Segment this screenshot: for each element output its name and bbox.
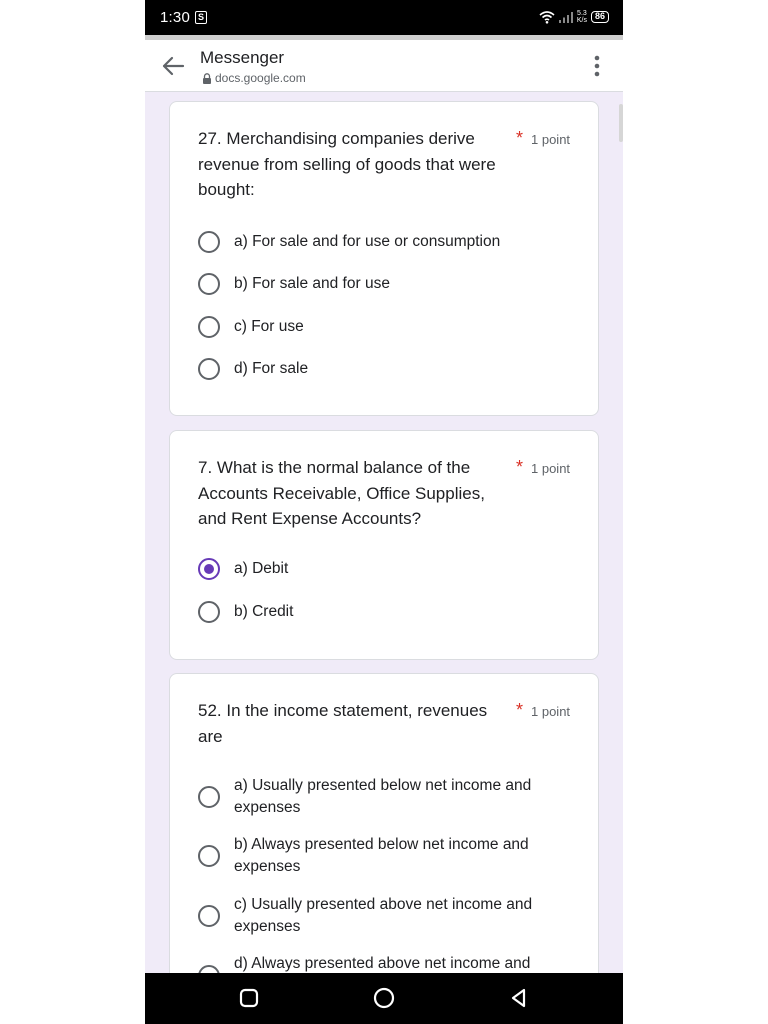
radio-option[interactable] (198, 273, 578, 295)
option-label: a) Debit (234, 560, 289, 578)
radio-option[interactable] (198, 558, 578, 580)
network-speed-value: 5.3 (577, 10, 587, 17)
option-label: b) For sale and for use (234, 275, 390, 293)
radio-button[interactable] (198, 905, 220, 927)
signal-icon (559, 11, 573, 23)
radio-button[interactable] (198, 845, 220, 867)
radio-option[interactable] (198, 358, 578, 380)
back-button-icon[interactable] (507, 986, 531, 1010)
question-points: 1 point (531, 461, 571, 476)
lock-icon (202, 73, 212, 84)
required-asterisk: * (516, 128, 524, 148)
form-content[interactable] (145, 92, 623, 973)
radio-button[interactable] (198, 601, 220, 623)
required-asterisk: * (516, 457, 524, 477)
radio-option[interactable] (198, 953, 578, 973)
option-label: b) Always presented below net income and expenses (234, 836, 529, 875)
radio-option[interactable] (198, 834, 578, 877)
recents-button-icon[interactable] (237, 986, 261, 1010)
navigation-bar (145, 973, 623, 1024)
required-asterisk: * (516, 700, 524, 720)
option-label: c) Usually presented above net income and expenses (234, 896, 533, 935)
radio-option[interactable] (198, 316, 578, 338)
question-points: 1 point (531, 132, 571, 147)
radio-button[interactable] (198, 786, 220, 808)
wifi-icon (539, 10, 555, 24)
radio-option[interactable] (198, 601, 578, 623)
url-display (202, 71, 306, 85)
radio-button[interactable] (198, 231, 220, 253)
radio-option[interactable] (198, 775, 578, 818)
question-text: 52. In the income statement, revenues are (198, 701, 488, 746)
option-label: d) Always presented above net income and (234, 955, 531, 972)
network-speed-unit: K/s (576, 17, 587, 24)
app-bar (145, 40, 623, 92)
status-indicators (539, 8, 609, 26)
app-title: Messenger (200, 48, 285, 67)
radio-button[interactable] (198, 316, 220, 338)
option-label: a) Usually presented below net income and expenses (234, 777, 532, 816)
radio-option[interactable] (198, 231, 578, 253)
radio-button[interactable] (198, 965, 220, 973)
question-card (169, 673, 599, 973)
question-points: 1 point (531, 704, 571, 719)
more-options-icon[interactable] (593, 54, 601, 78)
question-text: 27. Merchandising companies derive revenue from selling of goods that were bought: (198, 129, 496, 199)
question-text: 7. What is the normal balance of the Accounts Receivable, Office Supplies, and Rent Expense Accounts? (198, 458, 485, 528)
question-header (198, 126, 572, 203)
radio-button[interactable] (198, 273, 220, 295)
phone-screen (145, 0, 623, 1024)
option-label: c) For use (234, 318, 304, 336)
back-arrow-icon[interactable] (159, 52, 187, 80)
radio-button[interactable] (198, 358, 220, 380)
battery-icon: 86 (591, 11, 609, 23)
url-text: docs.google.com (215, 71, 306, 85)
question-header (198, 698, 572, 749)
status-bar (145, 0, 623, 35)
question-card (169, 101, 599, 416)
question-header (198, 455, 572, 532)
option-label: b) Credit (234, 603, 294, 621)
option-label: d) For sale (234, 360, 309, 378)
network-speed (577, 10, 587, 24)
radio-option[interactable] (198, 894, 578, 937)
scrollbar-thumb[interactable] (619, 104, 623, 142)
status-time: 1:30 (160, 9, 190, 26)
question-card (169, 430, 599, 660)
home-button-icon[interactable] (372, 986, 396, 1010)
option-label: a) For sale and for use or consumption (234, 233, 501, 251)
radio-button-selected[interactable] (198, 558, 220, 580)
notification-icon: S (195, 11, 207, 24)
